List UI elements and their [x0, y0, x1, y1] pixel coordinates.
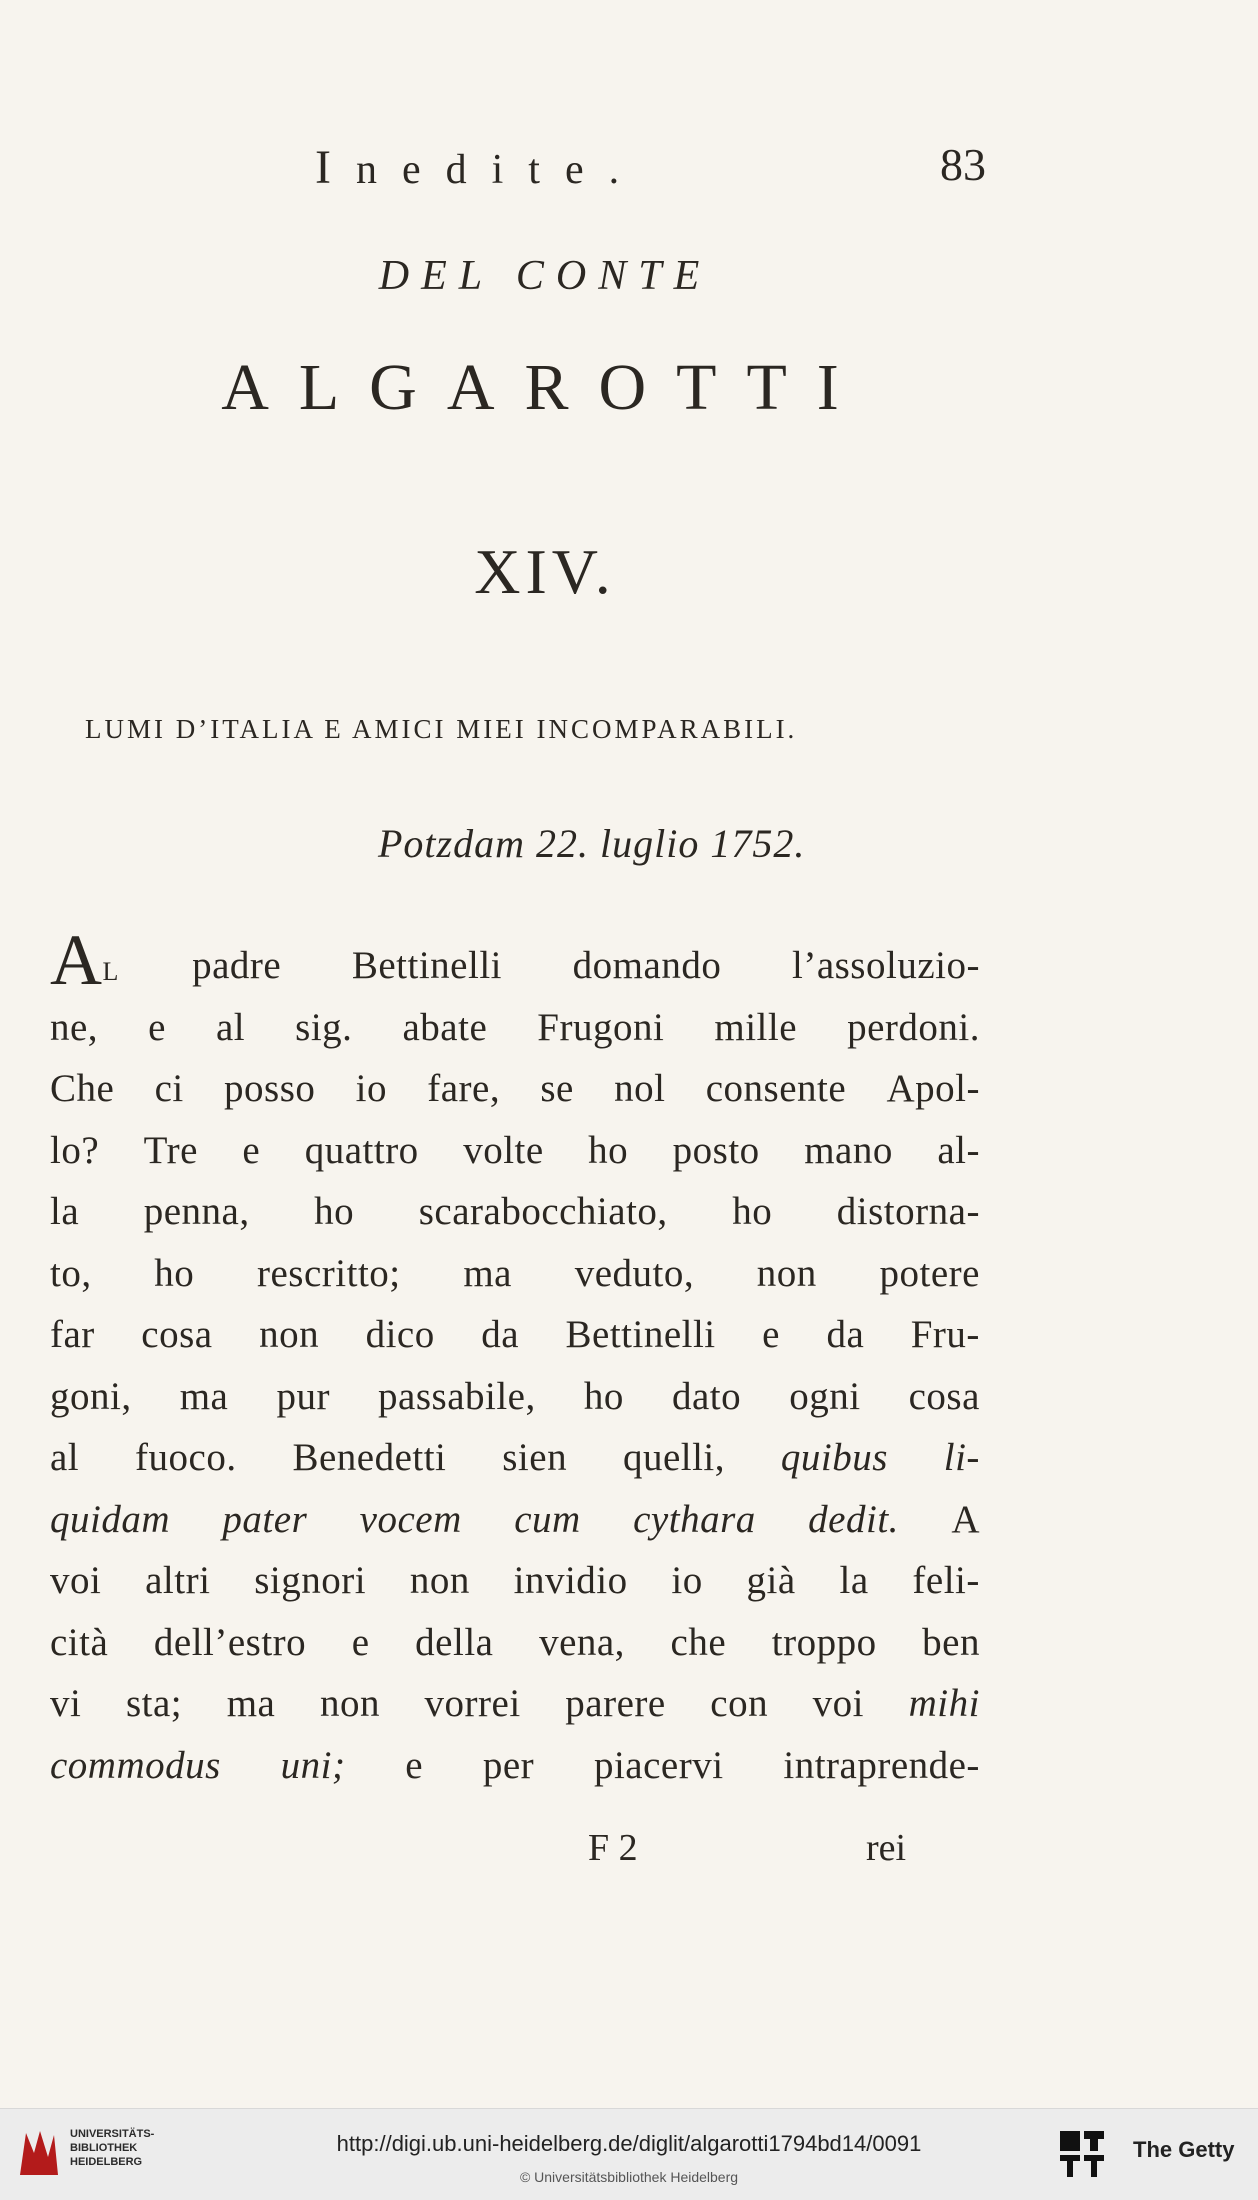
- running-title-rest: nedite.: [355, 147, 645, 193]
- word: passabile,: [378, 1374, 536, 1418]
- partner-name: The Getty: [1133, 2137, 1235, 2162]
- word: rescritto;: [257, 1251, 401, 1295]
- word: lo?: [50, 1128, 100, 1172]
- text-line: [50, 1489, 980, 1551]
- word: altri: [145, 1559, 211, 1602]
- word: goni,: [50, 1374, 132, 1418]
- word: ho: [732, 1190, 773, 1233]
- opening-word: [50, 920, 122, 1000]
- word: cosa: [141, 1313, 213, 1356]
- word: posso: [224, 1067, 316, 1110]
- word: fare,: [427, 1067, 501, 1110]
- word: e: [148, 1005, 166, 1049]
- word: voi: [812, 1682, 865, 1725]
- word: dico: [365, 1313, 435, 1356]
- word: mihi: [908, 1682, 980, 1725]
- word: ho: [588, 1128, 629, 1172]
- word: Apol-: [886, 1067, 980, 1110]
- word: pur: [276, 1374, 330, 1418]
- word: scarabocchiato,: [418, 1190, 668, 1233]
- word: li-: [943, 1436, 980, 1479]
- word: penna,: [143, 1190, 250, 1233]
- word: consente: [705, 1067, 847, 1110]
- word: ma: [226, 1682, 276, 1725]
- word: to,: [50, 1251, 92, 1295]
- word: commodus: [50, 1743, 221, 1787]
- word: Frugoni: [537, 1005, 665, 1049]
- word: Fru-: [910, 1313, 980, 1356]
- word: la: [839, 1559, 869, 1602]
- word: Che: [50, 1067, 115, 1110]
- word: cosa: [908, 1374, 980, 1418]
- word: fuoco.: [135, 1436, 237, 1479]
- word: Bettinelli: [565, 1313, 716, 1356]
- word: posto: [672, 1128, 760, 1172]
- word: padre: [192, 944, 282, 987]
- word: domando: [572, 944, 722, 987]
- word: ma: [463, 1251, 512, 1295]
- word: che: [670, 1620, 727, 1664]
- word: distorna-: [836, 1190, 980, 1233]
- word: mille: [714, 1005, 798, 1049]
- word: volte: [463, 1128, 544, 1172]
- word: dato: [671, 1374, 742, 1418]
- viewer-footer: [0, 2108, 1258, 2200]
- text-line: [50, 1612, 980, 1674]
- word: non: [409, 1559, 470, 1602]
- text-line: [50, 1735, 980, 1797]
- word: e: [242, 1128, 261, 1172]
- permalink-url[interactable]: http://digi.ub.uni-heidelberg.de/diglit/algarotti1794bd14/0091: [336, 2131, 922, 2156]
- word: voi: [50, 1559, 102, 1602]
- word: sta;: [125, 1682, 183, 1725]
- word: già: [746, 1559, 796, 1602]
- signature-mark: F 2: [588, 1827, 638, 1869]
- word: sig.: [295, 1005, 353, 1049]
- word: A: [951, 1497, 980, 1541]
- word: quibus: [780, 1436, 888, 1479]
- word: veduto,: [574, 1251, 695, 1295]
- word: io: [671, 1559, 703, 1602]
- page-number: 83: [940, 139, 986, 190]
- word: ogni: [789, 1374, 861, 1418]
- word: e: [762, 1313, 780, 1356]
- word: perdoni.: [847, 1005, 980, 1049]
- word: quidam: [50, 1497, 170, 1541]
- word: se: [540, 1067, 574, 1110]
- word: al: [50, 1436, 80, 1479]
- word: nol: [614, 1067, 666, 1110]
- text-line: [50, 1243, 980, 1305]
- word: la: [50, 1190, 80, 1233]
- getty-logo-icon: [1058, 2129, 1108, 2179]
- word: con: [710, 1682, 769, 1725]
- word: mano: [804, 1128, 893, 1172]
- word: non: [259, 1313, 320, 1356]
- word: non: [756, 1251, 817, 1295]
- title-line-2: ALGAROTTI: [221, 351, 869, 424]
- word: ci: [154, 1067, 184, 1110]
- word: sien: [502, 1436, 568, 1479]
- word: pater: [222, 1497, 308, 1541]
- letter-number: XIV.: [474, 536, 616, 607]
- letter-body: [50, 920, 980, 1796]
- word: quattro: [304, 1128, 419, 1172]
- word: cità: [50, 1620, 109, 1664]
- text-line: [50, 920, 980, 1000]
- text-line: [50, 1181, 980, 1243]
- library-name: UNIVERSITÄTS- BIBLIOTHEK HEIDELBERG: [70, 2128, 155, 2168]
- text-line: [50, 1058, 980, 1120]
- word: e: [405, 1743, 424, 1787]
- text-line: [50, 1120, 980, 1182]
- word: potere: [879, 1251, 980, 1295]
- word: ho: [314, 1190, 355, 1233]
- word: e: [351, 1620, 370, 1664]
- word: vena,: [539, 1620, 625, 1664]
- word: ho: [154, 1251, 195, 1295]
- word: piacervi: [593, 1743, 724, 1787]
- word: al-: [937, 1128, 980, 1172]
- running-title: [315, 140, 644, 195]
- word: ben: [922, 1620, 980, 1664]
- word: ma: [179, 1374, 229, 1418]
- word: da: [826, 1313, 865, 1356]
- initial-small-caps: L: [102, 957, 122, 986]
- word: dedit.: [808, 1497, 899, 1541]
- word: io: [355, 1067, 387, 1110]
- letter-addressee: LUMI D’ITALIA E AMICI MIEI INCOMPARABILI.: [85, 714, 798, 744]
- text-line: [50, 997, 980, 1059]
- title-line-1: DEL CONTE: [378, 253, 712, 299]
- text-line: [50, 1550, 980, 1612]
- word: abate: [402, 1005, 488, 1049]
- catchword: rei: [866, 1827, 907, 1869]
- copyright-notice: © Universitätsbibliothek Heidelberg: [519, 2169, 739, 2185]
- word: per: [482, 1743, 535, 1787]
- text-line: [50, 1304, 980, 1366]
- word: troppo: [771, 1620, 877, 1664]
- word: da: [481, 1313, 520, 1356]
- word: feli-: [912, 1559, 980, 1602]
- word: parere: [565, 1682, 666, 1725]
- text-line: [50, 1427, 980, 1489]
- word: uni;: [280, 1743, 346, 1787]
- word: non: [319, 1682, 380, 1725]
- word: l’assoluzio-: [792, 944, 980, 987]
- word: quelli,: [622, 1436, 726, 1479]
- word: vi: [50, 1682, 82, 1725]
- word: vorrei: [424, 1682, 521, 1725]
- word: signori: [254, 1559, 367, 1602]
- letter-dateline: Potzdam 22. luglio 1752.: [378, 821, 806, 866]
- running-title-capital: I: [315, 141, 356, 194]
- word: cythara: [633, 1497, 756, 1541]
- word: ne,: [50, 1005, 99, 1049]
- word: dell’estro: [153, 1620, 307, 1664]
- word: cum: [514, 1497, 581, 1541]
- word: Bettinelli: [351, 944, 502, 987]
- drop-initial: A: [50, 920, 103, 1000]
- text-line: [50, 1673, 980, 1735]
- word: della: [415, 1620, 494, 1664]
- word: ho: [583, 1374, 624, 1418]
- word: invidio: [513, 1559, 628, 1602]
- word: intraprende-: [783, 1743, 980, 1787]
- word: Benedetti: [292, 1436, 447, 1479]
- word: far: [50, 1313, 95, 1356]
- word: al: [215, 1005, 246, 1049]
- text-line: [50, 1366, 980, 1428]
- word: Tre: [143, 1128, 198, 1172]
- word: vocem: [359, 1497, 462, 1541]
